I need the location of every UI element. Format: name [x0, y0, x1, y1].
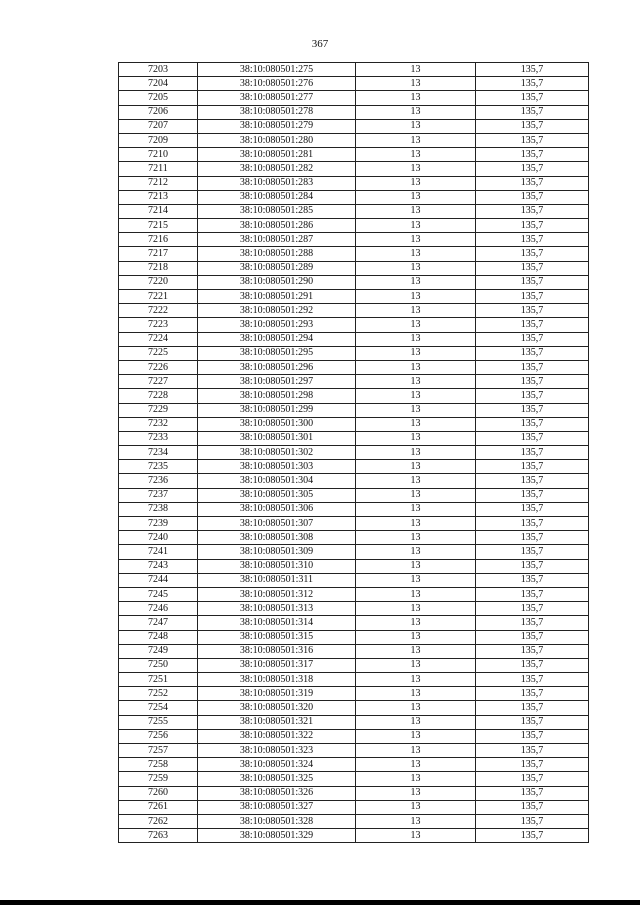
row-number-cell: 7263	[119, 829, 198, 843]
area-cell: 135,7	[476, 332, 589, 346]
count-cell: 13	[356, 758, 476, 772]
count-cell: 13	[356, 829, 476, 843]
cadastral-number-cell: 38:10:080501:307	[198, 517, 356, 531]
cadastral-number-cell: 38:10:080501:325	[198, 772, 356, 786]
row-number-cell: 7255	[119, 715, 198, 729]
count-cell: 13	[356, 332, 476, 346]
cadastral-number-cell: 38:10:080501:276	[198, 77, 356, 91]
count-cell: 13	[356, 204, 476, 218]
cadastral-number-cell: 38:10:080501:304	[198, 474, 356, 488]
table-row	[119, 460, 589, 474]
count-cell: 13	[356, 602, 476, 616]
area-cell: 135,7	[476, 375, 589, 389]
table-row	[119, 729, 589, 743]
cadastral-number-cell: 38:10:080501:322	[198, 729, 356, 743]
count-cell: 13	[356, 545, 476, 559]
row-number-cell: 7221	[119, 290, 198, 304]
area-cell: 135,7	[476, 630, 589, 644]
cadastral-number-cell: 38:10:080501:297	[198, 375, 356, 389]
cadastral-number-cell: 38:10:080501:285	[198, 204, 356, 218]
cadastral-number-cell: 38:10:080501:308	[198, 531, 356, 545]
cadastral-number-cell: 38:10:080501:286	[198, 219, 356, 233]
cadastral-number-cell: 38:10:080501:280	[198, 133, 356, 147]
cadastral-number-cell: 38:10:080501:291	[198, 290, 356, 304]
count-cell: 13	[356, 800, 476, 814]
table-row	[119, 616, 589, 630]
area-cell: 135,7	[476, 517, 589, 531]
cadastral-number-cell: 38:10:080501:323	[198, 744, 356, 758]
table-row	[119, 744, 589, 758]
count-cell: 13	[356, 474, 476, 488]
count-cell: 13	[356, 275, 476, 289]
area-cell: 135,7	[476, 786, 589, 800]
cadastral-number-cell: 38:10:080501:289	[198, 261, 356, 275]
row-number-cell: 7257	[119, 744, 198, 758]
count-cell: 13	[356, 346, 476, 360]
row-number-cell: 7239	[119, 517, 198, 531]
row-number-cell: 7203	[119, 63, 198, 77]
cadastral-number-cell: 38:10:080501:318	[198, 673, 356, 687]
area-cell: 135,7	[476, 77, 589, 91]
row-number-cell: 7211	[119, 162, 198, 176]
count-cell: 13	[356, 502, 476, 516]
cadastral-number-cell: 38:10:080501:287	[198, 233, 356, 247]
table-row	[119, 701, 589, 715]
cadastral-number-cell: 38:10:080501:329	[198, 829, 356, 843]
cadastral-number-cell: 38:10:080501:302	[198, 446, 356, 460]
area-cell: 135,7	[476, 431, 589, 445]
cadastral-number-cell: 38:10:080501:305	[198, 488, 356, 502]
cadastral-number-cell: 38:10:080501:327	[198, 800, 356, 814]
count-cell: 13	[356, 488, 476, 502]
count-cell: 13	[356, 417, 476, 431]
cadastral-number-cell: 38:10:080501:278	[198, 105, 356, 119]
table-row	[119, 360, 589, 374]
count-cell: 13	[356, 63, 476, 77]
table-row	[119, 261, 589, 275]
table-row	[119, 772, 589, 786]
table-row	[119, 290, 589, 304]
area-cell: 135,7	[476, 460, 589, 474]
cadastral-number-cell: 38:10:080501:299	[198, 403, 356, 417]
area-cell: 135,7	[476, 616, 589, 630]
count-cell: 13	[356, 446, 476, 460]
table-row	[119, 644, 589, 658]
row-number-cell: 7225	[119, 346, 198, 360]
count-cell: 13	[356, 133, 476, 147]
area-cell: 135,7	[476, 403, 589, 417]
cadastral-number-cell: 38:10:080501:326	[198, 786, 356, 800]
row-number-cell: 7222	[119, 304, 198, 318]
cadastral-number-cell: 38:10:080501:310	[198, 559, 356, 573]
table-row	[119, 531, 589, 545]
cadastral-number-cell: 38:10:080501:320	[198, 701, 356, 715]
row-number-cell: 7212	[119, 176, 198, 190]
row-number-cell: 7228	[119, 389, 198, 403]
area-cell: 135,7	[476, 446, 589, 460]
cadastral-number-cell: 38:10:080501:275	[198, 63, 356, 77]
row-number-cell: 7220	[119, 275, 198, 289]
row-number-cell: 7251	[119, 673, 198, 687]
table-row	[119, 715, 589, 729]
cadastral-number-cell: 38:10:080501:306	[198, 502, 356, 516]
row-number-cell: 7210	[119, 148, 198, 162]
cadastral-number-cell: 38:10:080501:281	[198, 148, 356, 162]
table-row	[119, 800, 589, 814]
area-cell: 135,7	[476, 474, 589, 488]
table-row	[119, 517, 589, 531]
table-row	[119, 275, 589, 289]
area-cell: 135,7	[476, 247, 589, 261]
count-cell: 13	[356, 517, 476, 531]
count-cell: 13	[356, 573, 476, 587]
count-cell: 13	[356, 531, 476, 545]
row-number-cell: 7261	[119, 800, 198, 814]
count-cell: 13	[356, 261, 476, 275]
row-number-cell: 7243	[119, 559, 198, 573]
area-cell: 135,7	[476, 814, 589, 828]
row-number-cell: 7226	[119, 360, 198, 374]
table-row	[119, 91, 589, 105]
cadastral-number-cell: 38:10:080501:288	[198, 247, 356, 261]
row-number-cell: 7240	[119, 531, 198, 545]
cadastral-number-cell: 38:10:080501:303	[198, 460, 356, 474]
table-row	[119, 247, 589, 261]
table-row	[119, 829, 589, 843]
area-cell: 135,7	[476, 389, 589, 403]
cadastral-number-cell: 38:10:080501:314	[198, 616, 356, 630]
cadastral-number-cell: 38:10:080501:295	[198, 346, 356, 360]
count-cell: 13	[356, 290, 476, 304]
table-row	[119, 63, 589, 77]
count-cell: 13	[356, 360, 476, 374]
cadastral-number-cell: 38:10:080501:316	[198, 644, 356, 658]
table-row	[119, 332, 589, 346]
area-cell: 135,7	[476, 133, 589, 147]
table-row	[119, 446, 589, 460]
cadastral-number-cell: 38:10:080501:296	[198, 360, 356, 374]
table-row	[119, 176, 589, 190]
table-row	[119, 673, 589, 687]
count-cell: 13	[356, 431, 476, 445]
cadastral-number-cell: 38:10:080501:277	[198, 91, 356, 105]
count-cell: 13	[356, 190, 476, 204]
row-number-cell: 7258	[119, 758, 198, 772]
table-row	[119, 814, 589, 828]
row-number-cell: 7247	[119, 616, 198, 630]
count-cell: 13	[356, 559, 476, 573]
table-row	[119, 375, 589, 389]
table-row	[119, 105, 589, 119]
table-row	[119, 77, 589, 91]
area-cell: 135,7	[476, 318, 589, 332]
table-row	[119, 431, 589, 445]
row-number-cell: 7232	[119, 417, 198, 431]
table-row	[119, 162, 589, 176]
row-number-cell: 7250	[119, 658, 198, 672]
area-cell: 135,7	[476, 176, 589, 190]
area-cell: 135,7	[476, 417, 589, 431]
area-cell: 135,7	[476, 758, 589, 772]
count-cell: 13	[356, 176, 476, 190]
row-number-cell: 7227	[119, 375, 198, 389]
row-number-cell: 7248	[119, 630, 198, 644]
count-cell: 13	[356, 304, 476, 318]
count-cell: 13	[356, 786, 476, 800]
bottom-edge-bar	[0, 900, 640, 905]
cadastral-number-cell: 38:10:080501:319	[198, 687, 356, 701]
area-cell: 135,7	[476, 261, 589, 275]
area-cell: 135,7	[476, 162, 589, 176]
area-cell: 135,7	[476, 63, 589, 77]
count-cell: 13	[356, 658, 476, 672]
row-number-cell: 7244	[119, 573, 198, 587]
row-number-cell: 7252	[119, 687, 198, 701]
count-cell: 13	[356, 148, 476, 162]
cadastral-number-cell: 38:10:080501:300	[198, 417, 356, 431]
count-cell: 13	[356, 389, 476, 403]
area-cell: 135,7	[476, 275, 589, 289]
row-number-cell: 7223	[119, 318, 198, 332]
table-row	[119, 602, 589, 616]
cadastral-number-cell: 38:10:080501:284	[198, 190, 356, 204]
area-cell: 135,7	[476, 119, 589, 133]
area-cell: 135,7	[476, 190, 589, 204]
count-cell: 13	[356, 219, 476, 233]
row-number-cell: 7205	[119, 91, 198, 105]
table-row	[119, 148, 589, 162]
table-row	[119, 502, 589, 516]
table-row	[119, 417, 589, 431]
row-number-cell: 7245	[119, 587, 198, 601]
table-row	[119, 488, 589, 502]
table-row	[119, 119, 589, 133]
area-cell: 135,7	[476, 772, 589, 786]
row-number-cell: 7260	[119, 786, 198, 800]
area-cell: 135,7	[476, 729, 589, 743]
count-cell: 13	[356, 460, 476, 474]
cadastral-number-cell: 38:10:080501:313	[198, 602, 356, 616]
cadastral-number-cell: 38:10:080501:293	[198, 318, 356, 332]
row-number-cell: 7241	[119, 545, 198, 559]
area-cell: 135,7	[476, 715, 589, 729]
cadastral-number-cell: 38:10:080501:298	[198, 389, 356, 403]
area-cell: 135,7	[476, 502, 589, 516]
cadastral-number-cell: 38:10:080501:312	[198, 587, 356, 601]
row-number-cell: 7249	[119, 644, 198, 658]
row-number-cell: 7217	[119, 247, 198, 261]
count-cell: 13	[356, 233, 476, 247]
row-number-cell: 7214	[119, 204, 198, 218]
row-number-cell: 7234	[119, 446, 198, 460]
count-cell: 13	[356, 587, 476, 601]
cadastral-number-cell: 38:10:080501:279	[198, 119, 356, 133]
row-number-cell: 7229	[119, 403, 198, 417]
area-cell: 135,7	[476, 304, 589, 318]
cadastral-number-cell: 38:10:080501:317	[198, 658, 356, 672]
table-row	[119, 219, 589, 233]
count-cell: 13	[356, 616, 476, 630]
row-number-cell: 7206	[119, 105, 198, 119]
area-cell: 135,7	[476, 587, 589, 601]
row-number-cell: 7209	[119, 133, 198, 147]
area-cell: 135,7	[476, 290, 589, 304]
area-cell: 135,7	[476, 545, 589, 559]
table-row	[119, 758, 589, 772]
count-cell: 13	[356, 162, 476, 176]
table-row	[119, 687, 589, 701]
cadastral-number-cell: 38:10:080501:301	[198, 431, 356, 445]
row-number-cell: 7262	[119, 814, 198, 828]
area-cell: 135,7	[476, 105, 589, 119]
table-row	[119, 658, 589, 672]
count-cell: 13	[356, 687, 476, 701]
table-row	[119, 630, 589, 644]
area-cell: 135,7	[476, 360, 589, 374]
area-cell: 135,7	[476, 658, 589, 672]
cadastral-number-cell: 38:10:080501:294	[198, 332, 356, 346]
count-cell: 13	[356, 644, 476, 658]
table-row	[119, 133, 589, 147]
row-number-cell: 7216	[119, 233, 198, 247]
count-cell: 13	[356, 91, 476, 105]
area-cell: 135,7	[476, 701, 589, 715]
area-cell: 135,7	[476, 644, 589, 658]
row-number-cell: 7236	[119, 474, 198, 488]
table-row	[119, 545, 589, 559]
area-cell: 135,7	[476, 346, 589, 360]
count-cell: 13	[356, 77, 476, 91]
table-row	[119, 559, 589, 573]
row-number-cell: 7254	[119, 701, 198, 715]
area-cell: 135,7	[476, 233, 589, 247]
table-row	[119, 389, 589, 403]
cadastral-table	[118, 62, 589, 843]
count-cell: 13	[356, 701, 476, 715]
area-cell: 135,7	[476, 573, 589, 587]
row-number-cell: 7213	[119, 190, 198, 204]
row-number-cell: 7204	[119, 77, 198, 91]
cadastral-number-cell: 38:10:080501:292	[198, 304, 356, 318]
table-row	[119, 204, 589, 218]
table-row	[119, 304, 589, 318]
cadastral-number-cell: 38:10:080501:282	[198, 162, 356, 176]
area-cell: 135,7	[476, 488, 589, 502]
area-cell: 135,7	[476, 800, 589, 814]
count-cell: 13	[356, 673, 476, 687]
table-row	[119, 474, 589, 488]
cadastral-number-cell: 38:10:080501:324	[198, 758, 356, 772]
row-number-cell: 7237	[119, 488, 198, 502]
count-cell: 13	[356, 715, 476, 729]
row-number-cell: 7215	[119, 219, 198, 233]
area-cell: 135,7	[476, 687, 589, 701]
cadastral-number-cell: 38:10:080501:290	[198, 275, 356, 289]
area-cell: 135,7	[476, 219, 589, 233]
table-row	[119, 587, 589, 601]
count-cell: 13	[356, 729, 476, 743]
count-cell: 13	[356, 814, 476, 828]
count-cell: 13	[356, 772, 476, 786]
row-number-cell: 7235	[119, 460, 198, 474]
table-body	[119, 63, 589, 843]
table-row	[119, 233, 589, 247]
area-cell: 135,7	[476, 91, 589, 105]
row-number-cell: 7233	[119, 431, 198, 445]
page-number: 367	[311, 38, 329, 50]
cadastral-number-cell: 38:10:080501:283	[198, 176, 356, 190]
table-row	[119, 573, 589, 587]
count-cell: 13	[356, 403, 476, 417]
count-cell: 13	[356, 119, 476, 133]
table-row	[119, 346, 589, 360]
area-cell: 135,7	[476, 559, 589, 573]
row-number-cell: 7238	[119, 502, 198, 516]
row-number-cell: 7246	[119, 602, 198, 616]
table-row	[119, 403, 589, 417]
count-cell: 13	[356, 630, 476, 644]
count-cell: 13	[356, 318, 476, 332]
cadastral-number-cell: 38:10:080501:309	[198, 545, 356, 559]
row-number-cell: 7256	[119, 729, 198, 743]
row-number-cell: 7259	[119, 772, 198, 786]
table-row	[119, 190, 589, 204]
table-row	[119, 318, 589, 332]
area-cell: 135,7	[476, 148, 589, 162]
cadastral-number-cell: 38:10:080501:328	[198, 814, 356, 828]
row-number-cell: 7218	[119, 261, 198, 275]
table-row	[119, 786, 589, 800]
row-number-cell: 7207	[119, 119, 198, 133]
area-cell: 135,7	[476, 204, 589, 218]
cadastral-number-cell: 38:10:080501:321	[198, 715, 356, 729]
area-cell: 135,7	[476, 531, 589, 545]
count-cell: 13	[356, 744, 476, 758]
count-cell: 13	[356, 247, 476, 261]
area-cell: 135,7	[476, 744, 589, 758]
row-number-cell: 7224	[119, 332, 198, 346]
cadastral-number-cell: 38:10:080501:311	[198, 573, 356, 587]
area-cell: 135,7	[476, 673, 589, 687]
cadastral-number-cell: 38:10:080501:315	[198, 630, 356, 644]
area-cell: 135,7	[476, 602, 589, 616]
area-cell: 135,7	[476, 829, 589, 843]
count-cell: 13	[356, 375, 476, 389]
count-cell: 13	[356, 105, 476, 119]
